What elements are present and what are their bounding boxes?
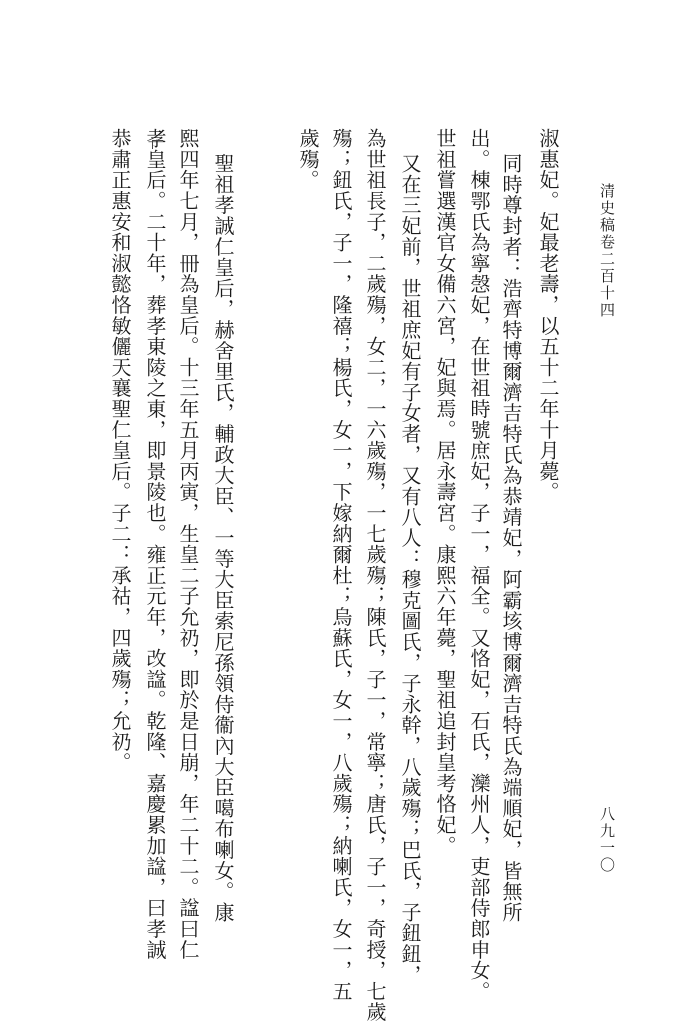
text-column-8: 歲殤。 — [296, 128, 320, 191]
text-column-4: 世祖嘗選漢官女備六宮，妃與焉。居永壽宮。康熙六年薨，聖祖追封皇考恪妃。 — [433, 128, 457, 856]
text-column-7: 殤；鈕氏，子一，隆禧；楊氏，女一，下嫁納爾杜；烏蘇氏，女一，八歲殤；納喇氏，女一，五 — [329, 128, 353, 1002]
text-column-9: 聖祖孝誠仁皇后，赫舍里氏，輔政大臣、一等大臣索尼孫領侍衞內大臣噶布喇女。康 — [211, 153, 235, 923]
text-column-12: 恭肅正惠安和淑懿恪敏儷天襄聖仁皇后。子二：承祜，四歲殤；允礽。 — [108, 128, 132, 773]
text-column-11: 孝皇后。二十年，葬孝東陵之東，即景陵也。雍正元年，改諡。乾隆、嘉慶累加諡，曰孝誠 — [143, 128, 167, 960]
text-column-5: 又在三妃前，世祖庶妃有子女者，又有八人：穆克圖氏，子永幹，八歲殤；巴氏，子鈕鈕， — [398, 153, 422, 985]
text-column-2: 同時尊封者：浩齊特博爾濟吉特氏為恭靖妃，阿霸垓博爾濟吉特氏為端順妃，皆無所 — [499, 153, 523, 923]
page-number: 八九一〇 — [598, 806, 616, 874]
text-column-10: 熙四年七月，冊為皇后。十三年五月丙寅，生皇二子允礽，即於是日崩，年二十二。諡曰仁 — [176, 128, 200, 960]
corner-mark — [152, 140, 163, 149]
text-column-1: 淑惠妃。妃最老壽，以五十二年十月薨。 — [536, 128, 560, 503]
text-column-6: 為世祖長子，二歲殤，女二，一六歲殤，一七歲殤；陳氏，子一，常寧；唐氏，子一，奇授，七歲 — [363, 128, 387, 1022]
text-column-3: 出。棟鄂氏為寧愨妃，在世祖時號庶妃，子一，福全。又恪妃，石氏，灤州人，吏部侍郎申女。 — [467, 128, 491, 1002]
running-header: 清史稿卷二百十四 — [598, 183, 616, 319]
